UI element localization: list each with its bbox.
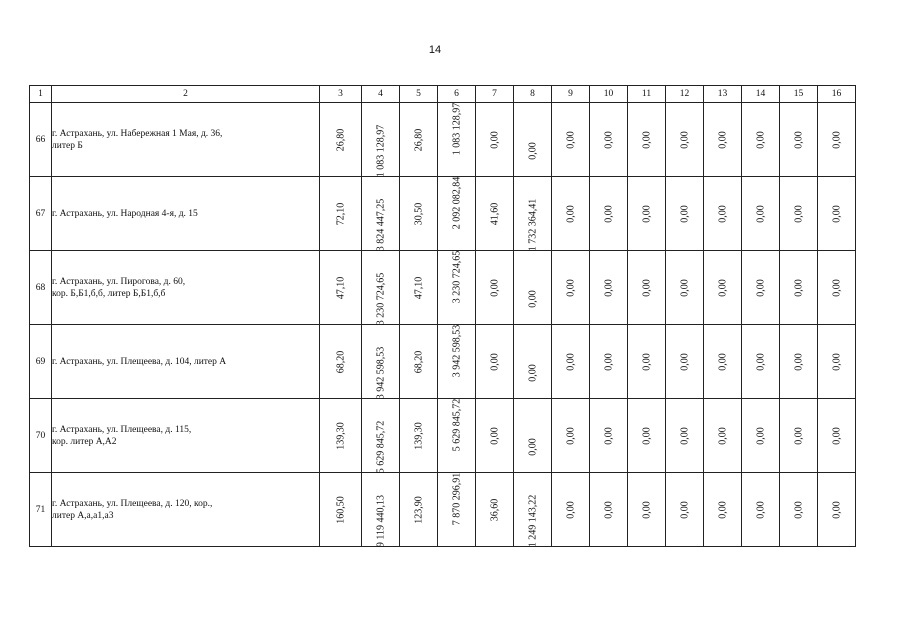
value-text: 1 083 128,97 [375, 124, 386, 178]
value-text: 0,00 [793, 130, 804, 149]
value-cell [742, 103, 780, 177]
value-text: 139,30 [335, 421, 346, 450]
value-cell [320, 177, 362, 251]
value-text: 0,00 [831, 130, 842, 149]
value-cell [590, 473, 628, 547]
header-cell: 7 [476, 86, 514, 103]
value-cell [628, 399, 666, 473]
value-text: 0,00 [831, 278, 842, 297]
value-cell [438, 103, 476, 177]
value-cell [320, 473, 362, 547]
value-cell [628, 473, 666, 547]
value-text: 7 870 296,91 [451, 472, 462, 525]
value-text: 0,00 [717, 130, 728, 149]
row-number: 69 [30, 325, 52, 399]
value-text: 0,00 [679, 426, 690, 445]
value-cell [628, 251, 666, 325]
header-cell: 9 [552, 86, 590, 103]
table-row [30, 473, 856, 547]
value-cell [590, 251, 628, 325]
value-cell [552, 251, 590, 325]
value-text: 1 083 128,97 [451, 102, 462, 155]
value-cell [780, 177, 818, 251]
value-text: 9 119 440,13 [375, 495, 386, 548]
value-text: 0,00 [489, 352, 500, 371]
value-text: 36,60 [489, 498, 500, 521]
address-line: кор. Б,Б1,б,б, литер Б,Б1,б,б [52, 288, 166, 299]
value-cell [552, 103, 590, 177]
header-cell: 6 [438, 86, 476, 103]
value-text: 0,00 [565, 352, 576, 371]
value-cell [666, 103, 704, 177]
value-cell [438, 251, 476, 325]
value-text: 3 230 724,65 [375, 272, 386, 326]
table-row [30, 325, 856, 399]
header-cell: 2 [52, 86, 320, 103]
value-cell [742, 399, 780, 473]
value-cell [780, 325, 818, 399]
value-cell [476, 473, 514, 547]
row-number: 71 [30, 473, 52, 547]
value-cell [666, 177, 704, 251]
value-text: 2 092 082,84 [451, 176, 462, 229]
value-text: 0,00 [831, 204, 842, 223]
value-text: 30,50 [413, 202, 424, 225]
value-cell [780, 399, 818, 473]
value-text: 0,00 [831, 352, 842, 371]
value-cell [628, 325, 666, 399]
header-cell: 13 [704, 86, 742, 103]
value-text: 0,00 [641, 130, 652, 149]
value-cell [400, 325, 438, 399]
row-number: 68 [30, 251, 52, 325]
value-text: 41,60 [489, 202, 500, 225]
value-cell [476, 251, 514, 325]
address-cell [52, 399, 320, 473]
header-cell: 4 [362, 86, 400, 103]
value-text: 0,00 [717, 426, 728, 445]
value-cell [400, 251, 438, 325]
row-number: 66 [30, 103, 52, 177]
value-text: 0,00 [565, 130, 576, 149]
value-cell [476, 103, 514, 177]
value-text: 3 824 447,25 [375, 198, 386, 252]
header-cell: 12 [666, 86, 704, 103]
value-cell [666, 325, 704, 399]
value-text: 68,20 [413, 350, 424, 373]
value-cell [704, 177, 742, 251]
value-cell [400, 177, 438, 251]
value-cell [476, 325, 514, 399]
value-cell [590, 399, 628, 473]
value-text: 139,30 [413, 421, 424, 450]
value-cell [362, 177, 400, 251]
table-row [30, 251, 856, 325]
value-cell [476, 399, 514, 473]
address-line: г. Астрахань, ул. Плещеева, д. 104, литер А [52, 356, 227, 367]
value-text: 160,50 [335, 495, 346, 524]
address-cell [52, 473, 320, 547]
value-text: 0,00 [527, 290, 538, 308]
value-cell [590, 325, 628, 399]
value-cell [438, 399, 476, 473]
address-line: г. Астрахань, ул. Народная 4-я, д. 15 [52, 208, 198, 219]
address-line: г. Астрахань, ул. Набережная 1 Мая, д. 36, [52, 128, 223, 139]
value-text: 0,00 [793, 204, 804, 223]
row-number: 67 [30, 177, 52, 251]
address-line: г. Астрахань, ул. Пирогова, д. 60, [52, 276, 186, 287]
value-text: 0,00 [641, 352, 652, 371]
value-cell [742, 473, 780, 547]
value-text: 47,10 [413, 276, 424, 299]
value-cell [476, 177, 514, 251]
value-cell [552, 473, 590, 547]
value-text: 0,00 [793, 426, 804, 445]
value-cell [704, 473, 742, 547]
value-text: 0,00 [717, 352, 728, 371]
value-text: 1 732 364,41 [527, 198, 538, 252]
value-text: 3 942 598,53 [451, 324, 462, 377]
value-cell [818, 473, 856, 547]
value-cell [552, 325, 590, 399]
value-cell [514, 251, 552, 325]
value-text: 0,00 [603, 278, 614, 297]
value-text: 0,00 [527, 438, 538, 456]
value-text: 0,00 [755, 500, 766, 519]
value-text: 0,00 [603, 130, 614, 149]
value-cell [628, 103, 666, 177]
value-text: 0,00 [831, 426, 842, 445]
value-text: 26,80 [413, 128, 424, 151]
value-text: 0,00 [489, 278, 500, 297]
address-line: г. Астрахань, ул. Плещеева, д. 115, [52, 424, 192, 435]
value-text: 0,00 [679, 352, 690, 371]
value-cell [742, 251, 780, 325]
value-cell [514, 473, 552, 547]
value-cell [400, 399, 438, 473]
value-cell [818, 177, 856, 251]
value-cell [438, 325, 476, 399]
value-text: 0,00 [717, 500, 728, 519]
value-cell [742, 325, 780, 399]
table-row [30, 177, 856, 251]
value-text: 0,00 [603, 352, 614, 371]
value-text: 0,00 [755, 426, 766, 445]
value-text: 5 629 845,72 [451, 398, 462, 451]
value-cell [320, 103, 362, 177]
value-cell [362, 399, 400, 473]
address-line: литер А,а,а1,а3 [52, 510, 114, 521]
table-row [30, 103, 856, 177]
header-cell: 3 [320, 86, 362, 103]
value-cell [780, 251, 818, 325]
value-text: 0,00 [755, 278, 766, 297]
value-text: 0,00 [527, 364, 538, 382]
value-cell [514, 103, 552, 177]
value-cell [780, 103, 818, 177]
value-text: 0,00 [679, 278, 690, 297]
value-cell [742, 177, 780, 251]
table-row [30, 399, 856, 473]
value-text: 0,00 [755, 204, 766, 223]
value-cell [666, 251, 704, 325]
value-text: 0,00 [565, 500, 576, 519]
address-cell [52, 251, 320, 325]
value-cell [666, 399, 704, 473]
value-cell [320, 399, 362, 473]
value-cell [552, 177, 590, 251]
header-cell: 14 [742, 86, 780, 103]
value-text: 0,00 [641, 426, 652, 445]
value-text: 0,00 [679, 204, 690, 223]
value-cell [818, 325, 856, 399]
value-text: 0,00 [641, 500, 652, 519]
value-text: 0,00 [489, 130, 500, 149]
value-cell [704, 251, 742, 325]
value-text: 0,00 [527, 142, 538, 160]
value-cell [362, 473, 400, 547]
value-text: 0,00 [793, 352, 804, 371]
value-text: 26,80 [335, 128, 346, 151]
value-text: 1 249 143,22 [527, 494, 538, 548]
address-line: литер Б [52, 140, 83, 151]
value-cell [514, 177, 552, 251]
header-cell: 5 [400, 86, 438, 103]
value-text: 0,00 [565, 204, 576, 223]
value-text: 3 230 724,65 [451, 250, 462, 303]
header-cell: 10 [590, 86, 628, 103]
value-cell [704, 325, 742, 399]
value-cell [362, 325, 400, 399]
address-cell [52, 325, 320, 399]
value-cell [590, 177, 628, 251]
value-text: 0,00 [717, 278, 728, 297]
value-text: 72,10 [335, 202, 346, 225]
value-cell [438, 177, 476, 251]
value-text: 0,00 [679, 500, 690, 519]
value-cell [818, 251, 856, 325]
value-text: 0,00 [489, 426, 500, 445]
value-cell [320, 251, 362, 325]
header-cell: 16 [818, 86, 856, 103]
value-text: 0,00 [603, 426, 614, 445]
header-cell: 8 [514, 86, 552, 103]
value-cell [514, 399, 552, 473]
value-text: 0,00 [793, 500, 804, 519]
table-header-row [30, 86, 856, 103]
value-text: 0,00 [565, 278, 576, 297]
value-cell [818, 103, 856, 177]
value-text: 0,00 [603, 204, 614, 223]
value-cell [590, 103, 628, 177]
value-text: 123,90 [413, 495, 424, 524]
value-cell [438, 473, 476, 547]
value-text: 0,00 [793, 278, 804, 297]
value-cell [362, 251, 400, 325]
value-cell [552, 399, 590, 473]
value-cell [400, 473, 438, 547]
address-cell [52, 177, 320, 251]
value-cell [320, 325, 362, 399]
value-text: 47,10 [335, 276, 346, 299]
address-line: г. Астрахань, ул. Плещеева, д. 120, кор., [52, 498, 213, 509]
value-text: 0,00 [679, 130, 690, 149]
value-cell [704, 103, 742, 177]
address-line: кор. литер А,А2 [52, 436, 117, 447]
value-cell [628, 177, 666, 251]
value-text: 0,00 [717, 204, 728, 223]
value-text: 0,00 [755, 352, 766, 371]
value-text: 0,00 [641, 204, 652, 223]
row-number: 70 [30, 399, 52, 473]
value-cell [818, 399, 856, 473]
page-number: 14 [428, 44, 442, 56]
address-cell [52, 103, 320, 177]
value-text: 5 629 845,72 [375, 420, 386, 474]
housing-table [29, 85, 856, 547]
value-text: 0,00 [831, 500, 842, 519]
value-text: 0,00 [603, 500, 614, 519]
header-cell: 11 [628, 86, 666, 103]
header-cell: 1 [30, 86, 52, 103]
value-cell [400, 103, 438, 177]
value-text: 0,00 [641, 278, 652, 297]
value-text: 68,20 [335, 350, 346, 373]
header-cell: 15 [780, 86, 818, 103]
value-cell [362, 103, 400, 177]
value-text: 0,00 [565, 426, 576, 445]
value-cell [514, 325, 552, 399]
value-cell [704, 399, 742, 473]
value-cell [780, 473, 818, 547]
value-cell [666, 473, 704, 547]
value-text: 0,00 [755, 130, 766, 149]
value-text: 3 942 598,53 [375, 346, 386, 400]
